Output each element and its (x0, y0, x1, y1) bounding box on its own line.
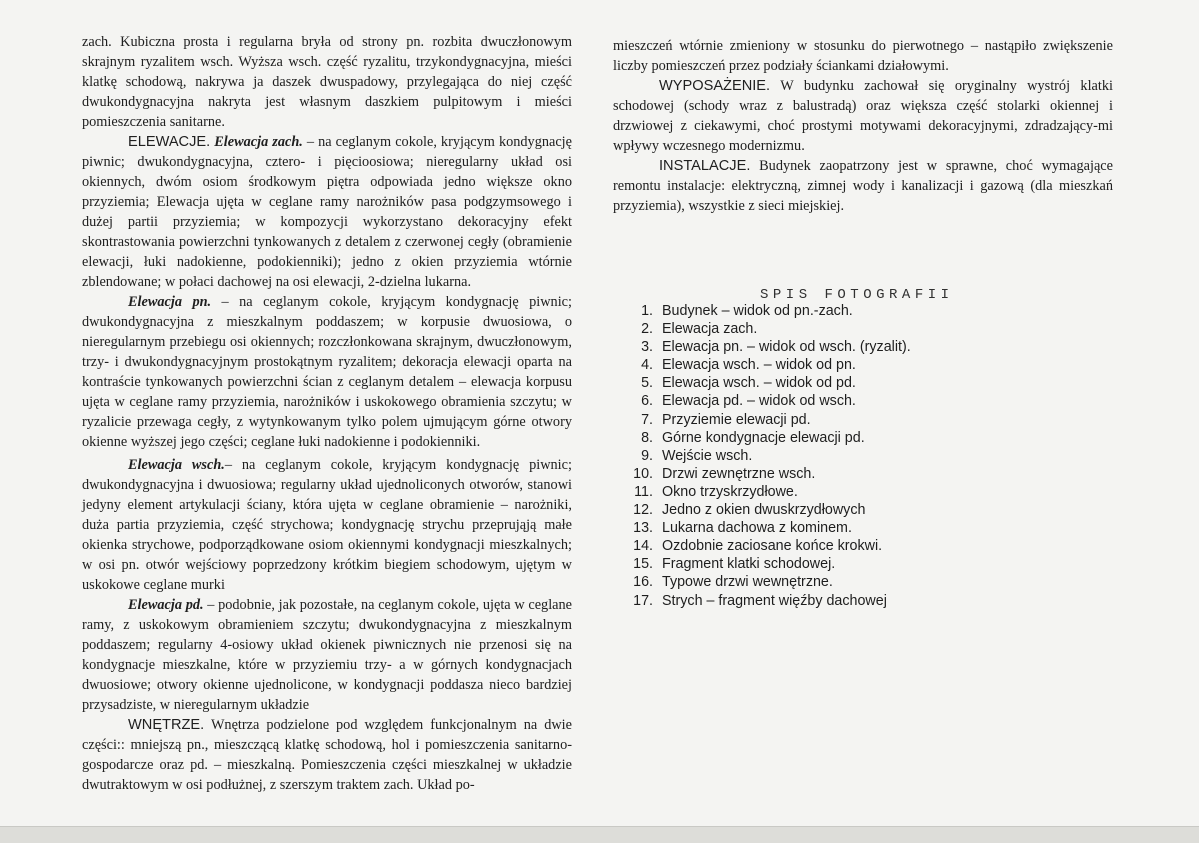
photo-list-item-label: Wejście wsch. (662, 447, 753, 464)
paragraph-elevation-west (82, 132, 572, 292)
photo-list-item-label: Drzwi zewnętrzne wsch. (662, 465, 816, 482)
section-heading-furnishings: WYPOSAŻENIE. (659, 78, 771, 94)
photo-list-item-label: Elewacja pn. – widok od wsch. (ryzalit). (662, 339, 911, 356)
elevation-north-text: – na ceglanym cokole, kryjącym kondygnację piwnic; dwukondygnacyjna z mieszkalnym poddaszem; w korpusie dwuosiowa, o nieregularnym przebiegu osi okiennych; rozczłonkowana skrajnym, dwuczłonowym, trzy- i dwukondygnacyjnym prostokątnym ryzalitem; dekoracja elewacji oparta na kontraście tynkowanych powierzchni ścian z ceglanym detalem – elewacja korpusu ujęta w ceglane ramy przyziemia, narożników i uskokowego obramienia szczytu; w ryzalicie przewaga cegły, z wytynkowanym tylko polem ujmującym górne otwory okienne wyższej jego części; ceglane łuki nadokienne i podokienniki. (82, 294, 572, 450)
photo-list-item-number: 15. (633, 556, 653, 573)
left-text-column (82, 32, 572, 795)
paragraph-massing: zach. Kubiczna prosta i regularna bryła od strony pn. rozbita dwuczłonowym skrajnym ryzalitem wsch. Wyższa wsch. część ryzalitu, trzykondygnacyjna, mieści klatkę schodową, nakrywa ja daszek dwuspadowy, przylegająca do niej część dwukondygnacyjna nakryta jest własnym daszkiem pulpitowym i mieści pomieszczenia sanitarne. (82, 34, 572, 130)
photo-list-item (628, 483, 911, 501)
installations-text: Budynek zaopatrzony jest w sprawne, choć wymagające remontu instalacje: elektryczną, zimnej wody i kanalizacji i gazową (dla mieszkań przyziemia), wszystkie z sieci miejskiej. (613, 158, 1113, 214)
elevation-south-text: – podobnie, jak pozostałe, na ceglanym cokole, ujęta w ceglane ramy, z uskokowym obramieniem szczytu; dwukondygnacyjna z mieszkalnym poddaszem; regularny 4-osiowy układ okienek piwnicznych nie przenosi się na kondygnacje mieszkalne, które w przyziemiu trzy- a w górnych kondygnacjach dwuosiowe; otwory okienne ujednolicone, w kondygnacji poddasza nieco bardziej przysadziste, w nieregularnym układzie (82, 597, 573, 713)
photo-list (628, 302, 911, 610)
elevation-west-text: – na ceglanym cokole, kryjącym kondygnację piwnic; dwukondygnacyjna, cztero- i pięcioosiowa; nieregularny układ osi okiennych, dwóm osiom środkowym piętra odpowiada jedno większe okno przyziemia; Elewacja ujęta w ceglane ramy narożników pasa podgzymsowego i dużej partii przyziemia; w kompozycji wykorzystano dekoracyjny efekt skontrastowania powierzchni tynkowanych z detalem z czerwonej cegły (obramienie elewacji, łuki nadokienne, podokienniki); jedno z okien przyziemia wtórnie zblendowane; w połaci dachowej na osi elewacji, 2-dzielna lukarna. (82, 134, 572, 290)
photo-list-item-label: Budynek – widok od pn.-zach. (662, 303, 853, 319)
paragraph-installations (613, 156, 1113, 216)
photo-list-item-number: 1. (641, 303, 653, 319)
paragraph-elevation-south (82, 595, 572, 715)
photo-list-item (628, 519, 911, 537)
photo-list-item-number: 10. (633, 465, 653, 482)
photo-list-item (628, 501, 911, 519)
elevation-east-label: Elewacja wsch. (128, 457, 225, 473)
photo-list-item-label: Górne kondygnacje elewacji pd. (662, 429, 865, 446)
photo-list-item (628, 447, 911, 465)
photo-list-item (628, 537, 911, 555)
photo-list-item-number: 12. (633, 502, 653, 519)
photo-list-item-label: Elewacja wsch. – widok od pd. (662, 375, 856, 392)
paragraph-furnishings (613, 76, 1113, 156)
furnishings-text: W budynku zachował się oryginalny wystrój klatki schodowej (schody wraz z balustradą) oraz większa część stolarki okiennej i drzwiowej z ciekawymi, choć prostymi motywami dekoracyjnymi, zdradzający-mi wpływy wczesnego modernizmu. (613, 78, 1113, 154)
photo-list-item-number: 4. (641, 357, 653, 374)
elevation-south-label: Elewacja pd. (128, 597, 204, 613)
paragraph-elevation-east (82, 455, 572, 595)
photo-list-item-number: 13. (633, 520, 653, 537)
photo-list-item-label: Lukarna dachowa z kominem. (662, 520, 852, 537)
photo-list-item-number: 16. (633, 574, 653, 591)
photo-list-item-label: Elewacja zach. (662, 321, 758, 338)
photo-list-item-number: 8. (641, 429, 653, 446)
elevation-east-text: – na ceglanym cokole, kryjącym kondygnację piwnic; dwukondygnacyjna i dwuosiowa; regularny układ ujednoliconych otworów, stanowi jedyny element artykulacji ściany, która ujęta w ceglane obramienie – narożniki, duża partia przyziemia, część strychowa; kondygnację strychu przeprująją małe okienka strychowe, podporządkowane osiom okiennymi kondygnacji mieszkalnych; w osi pn. otwór wejściowy poprzedzony krótkim biegiem schodowym, ujętym w uskokowe ceglane murki (82, 457, 572, 593)
elevation-north-label: Elewacja pn. (128, 294, 212, 310)
photo-list-item (628, 356, 911, 374)
photo-list-item (628, 555, 911, 573)
photo-list-item (628, 320, 911, 338)
photo-list-item (628, 392, 911, 410)
paragraph-elevation-north (82, 292, 572, 452)
photo-list-item-label: Strych – fragment więźby dachowej (662, 592, 887, 609)
photo-list-item-number: 5. (641, 375, 653, 392)
photo-list-item-number: 6. (641, 393, 653, 410)
photo-list-item-label: Okno trzyskrzydłowe. (662, 483, 798, 500)
photo-list-item-number: 2. (641, 321, 653, 338)
photo-list-item-label: Typowe drzwi wewnętrzne. (662, 574, 833, 591)
photo-list-item-label: Elewacja pd. – widok od wsch. (662, 393, 856, 410)
photo-list-item (628, 411, 911, 429)
photo-list-item (628, 429, 911, 447)
photo-list-item-number: 11. (634, 483, 653, 500)
photo-list-item-number: 14. (633, 538, 653, 555)
photo-list-item-label: Przyziemie elewacji pd. (662, 411, 811, 428)
photo-list-item-label: Elewacja wsch. – widok od pn. (662, 357, 856, 374)
section-heading-interior: WNĘTRZE. (128, 717, 205, 733)
photo-list-item (628, 374, 911, 392)
photo-list-item-number: 17. (633, 592, 653, 609)
photo-list-title: SPIS FOTOGRAFII (760, 287, 954, 303)
elevation-west-label: Elewacja zach. (214, 134, 303, 150)
photo-list-item (628, 302, 911, 320)
paragraph-interior-continued: mieszczeń wtórnie zmieniony w stosunku do pierwotnego – nastąpiło zwiększenie liczby pomieszczeń przez podziały ściankami działowymi. (613, 38, 1113, 74)
photo-list-item (628, 592, 911, 610)
photo-list-item-label: Jedno z okien dwuskrzydłowych (662, 502, 866, 519)
right-text-column (613, 36, 1113, 216)
photo-list-item-number: 7. (641, 411, 653, 428)
paragraph-interior (82, 715, 572, 795)
section-heading-elevations: ELEWACJE. (128, 134, 211, 150)
photo-list-item-number: 3. (641, 339, 653, 356)
photo-list-item-label: Ozdobnie zaciosane końce krokwi. (662, 538, 883, 555)
photo-list-item-number: 9. (641, 447, 653, 464)
interior-text: Wnętrza podzielone pod względem funkcjonalnym na dwie części:: mniejszą pn., mieszczącą klatkę schodową, hol i pomieszczenia sanitarno-gospodarcze oraz pd. – mieszkalną. Pomieszczenia części mieszkalnej w układzie dwutraktowym w osi podłużnej, z szerszym traktem zach. Układ po- (82, 717, 572, 793)
photo-list-item (628, 338, 911, 356)
photo-list-item (628, 573, 911, 591)
photo-list-item (628, 465, 911, 483)
paper-bottom-edge (0, 826, 1199, 843)
section-heading-installations: INSTALACJE. (659, 158, 751, 174)
photo-list-item-label: Fragment klatki schodowej. (662, 556, 836, 573)
